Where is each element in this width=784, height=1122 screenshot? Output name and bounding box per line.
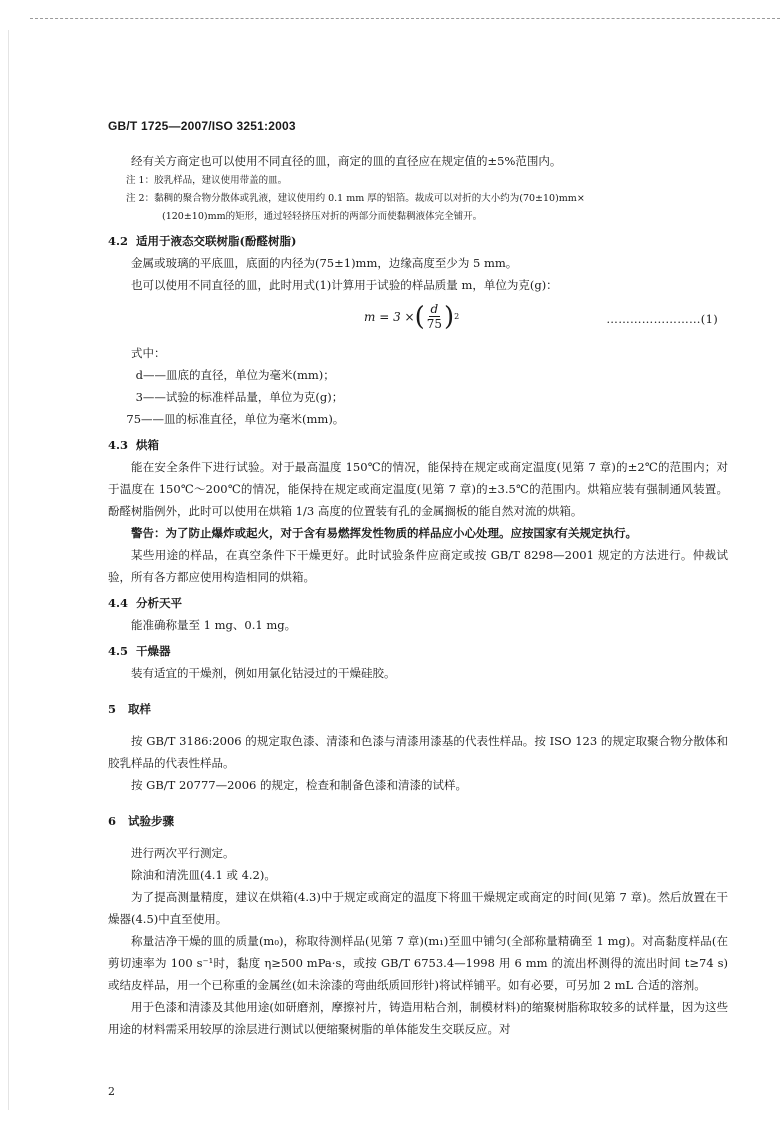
section-title: 干燥器 [136,644,171,658]
section-title: 试验步骤 [128,814,174,828]
section-5-paragraph-1: 按 GB/T 3186:2006 的规定取色漆、清漆和色漆与清漆用漆基的代表性样品。按 ISO 123 的规定取聚合物分散体和胶乳样品的代表性样品。 [108,734,728,770]
left-paren: ( [414,301,425,332]
fraction-denominator: 75 [426,317,443,331]
page-body [108,150,728,1040]
note-2-continued: (120±10)mm的矩形，通过轻轻挤压对折的两部分而使黏稠液体完全铺开。 [162,211,483,222]
scan-margin-line [8,30,9,1110]
section-6-paragraph-2: 除油和清洗皿(4.1 或 4.2)。 [131,868,276,882]
formula-expression [364,302,459,331]
section-5-heading [108,698,728,720]
spacer [108,684,728,698]
section-4-3-heading [108,434,728,456]
section-title: 分析天平 [136,596,182,610]
top-scan-line [30,18,780,19]
fraction-numerator: d [430,302,439,316]
section-4-5-paragraph: 装有适宜的干燥剂，例如用氯化钴浸过的干燥硅胶。 [131,666,396,680]
page-number: 2 [108,1085,115,1098]
warning-paragraph: 警告：为了防止爆炸或起火，对于含有易燃挥发性物质的样品应小心处理。应按国家有关规定执行。 [131,526,637,540]
formula-number: ……………………(1) [606,312,718,326]
section-5-paragraph-2: 按 GB/T 20777—2006 的规定，检查和制备色漆和清漆的试样。 [131,778,467,792]
section-4-2-paragraph-1: 金属或玻璃的平底皿，底面的内径为(75±1)mm，边缘高度至少为 5 mm。 [131,256,518,270]
section-6-heading [108,810,728,832]
spacer [108,796,728,810]
section-number: 4.2 [108,234,129,248]
section-4-4-paragraph: 能准确称量至 1 mg、0.1 mg。 [131,618,297,632]
fraction [427,302,442,331]
right-paren: ) [444,301,455,332]
formula-1 [108,298,728,338]
standard-header: GB/T 1725—2007/ISO 3251:2003 [108,119,296,133]
section-number: 5 [108,702,117,716]
note-2: 注 2：黏稠的聚合物分散体或乳液，建议使用约 0.1 mm 厚的铝箔。裁成可以对折的大小约为(70±10)mm× [126,193,585,204]
section-6-paragraph-5: 用于色漆和清漆及其他用途(如研磨剂，摩擦衬片，铸造用粘合剂，制模材料)的缩聚树脂称取较多的试样量，因为这些用途的材料需采用较厚的涂层进行测试以便缩聚树脂的单体能发生交联反应。对 [108,1000,728,1036]
note-1: 注 1：胶乳样品，建议使用带盖的皿。 [126,175,288,186]
section-4-2-heading [108,230,728,252]
section-4-5-heading [108,640,728,662]
formula-lhs: m = 3 × [364,309,415,324]
section-4-4-heading [108,592,728,614]
section-number: 4.3 [108,438,129,452]
definition-75: 75——皿的标准直径，单位为毫米(mm)。 [126,412,345,426]
section-title: 适用于液态交联树脂(酚醛树脂) [136,234,297,248]
section-4-3-paragraph-1: 能在安全条件下进行试验。对于最高温度 150℃的情况，能保持在规定或商定温度(见第 7 章)的±2℃的范围内；对于温度在 150℃～200℃的情况，能保持在规定或商定温度(见第 7 章)的±3.5℃的范围内。烘箱应装有强制通风装置。酚醛树脂例外，此时可以使用在烘箱 1/3 高度的位置装有孔的金属搁板的能自然对流的烘箱。 [108,460,728,518]
section-number: 6 [108,814,117,828]
section-title: 取样 [128,702,151,716]
definition-d: d——皿底的直径，单位为毫米(mm)； [135,368,335,382]
section-number: 4.4 [108,596,129,610]
formula-exponent: 2 [454,311,460,321]
section-number: 4.5 [108,644,129,658]
section-4-3-paragraph-2: 某些用途的样品，在真空条件下干燥更好。此时试验条件应商定或按 GB/T 8298—2001 规定的方法进行。仲裁试验，所有各方都应使用构造相同的烘箱。 [108,548,728,584]
definition-3: 3——试验的标准样品量，单位为克(g)； [135,390,344,404]
section-title: 烘箱 [136,438,159,452]
section-6-paragraph-3: 为了提高测量精度，建议在烘箱(4.3)中于规定或商定的温度下将皿干燥规定或商定的时间(见第 7 章)。然后放置在干燥器(4.5)中直至使用。 [108,890,728,926]
section-4-2-paragraph-2: 也可以使用不同直径的皿，此时用式(1)计算用于试验的样品质量 m，单位为克(g)： [131,278,558,292]
section-6-paragraph-1: 进行两次平行测定。 [131,846,235,860]
intro-paragraph: 经有关方商定也可以使用不同直径的皿，商定的皿的直径应在规定值的±5%范围内。 [131,154,562,168]
section-6-paragraph-4: 称量洁净干燥的皿的质量(m₀)，称取待测样品(见第 7 章)(m₁)至皿中铺匀(全部称量精确至 1 mg)。对高黏度样品(在剪切速率为 100 s⁻¹时，黏度 η≥500 mPa·s，或按 GB/T 6753.4—1998 用 6 mm 的流出杯测得的流出时间 t≥74 s)或结皮样品，用一个已称重的金属丝(如未涂漆的弯曲纸质回形针)将试样铺平。如有必要，可另加 2 mL 合适的溶剂。 [108,934,728,992]
spacer [108,832,728,842]
spacer [108,720,728,730]
where-label: 式中： [131,346,166,360]
